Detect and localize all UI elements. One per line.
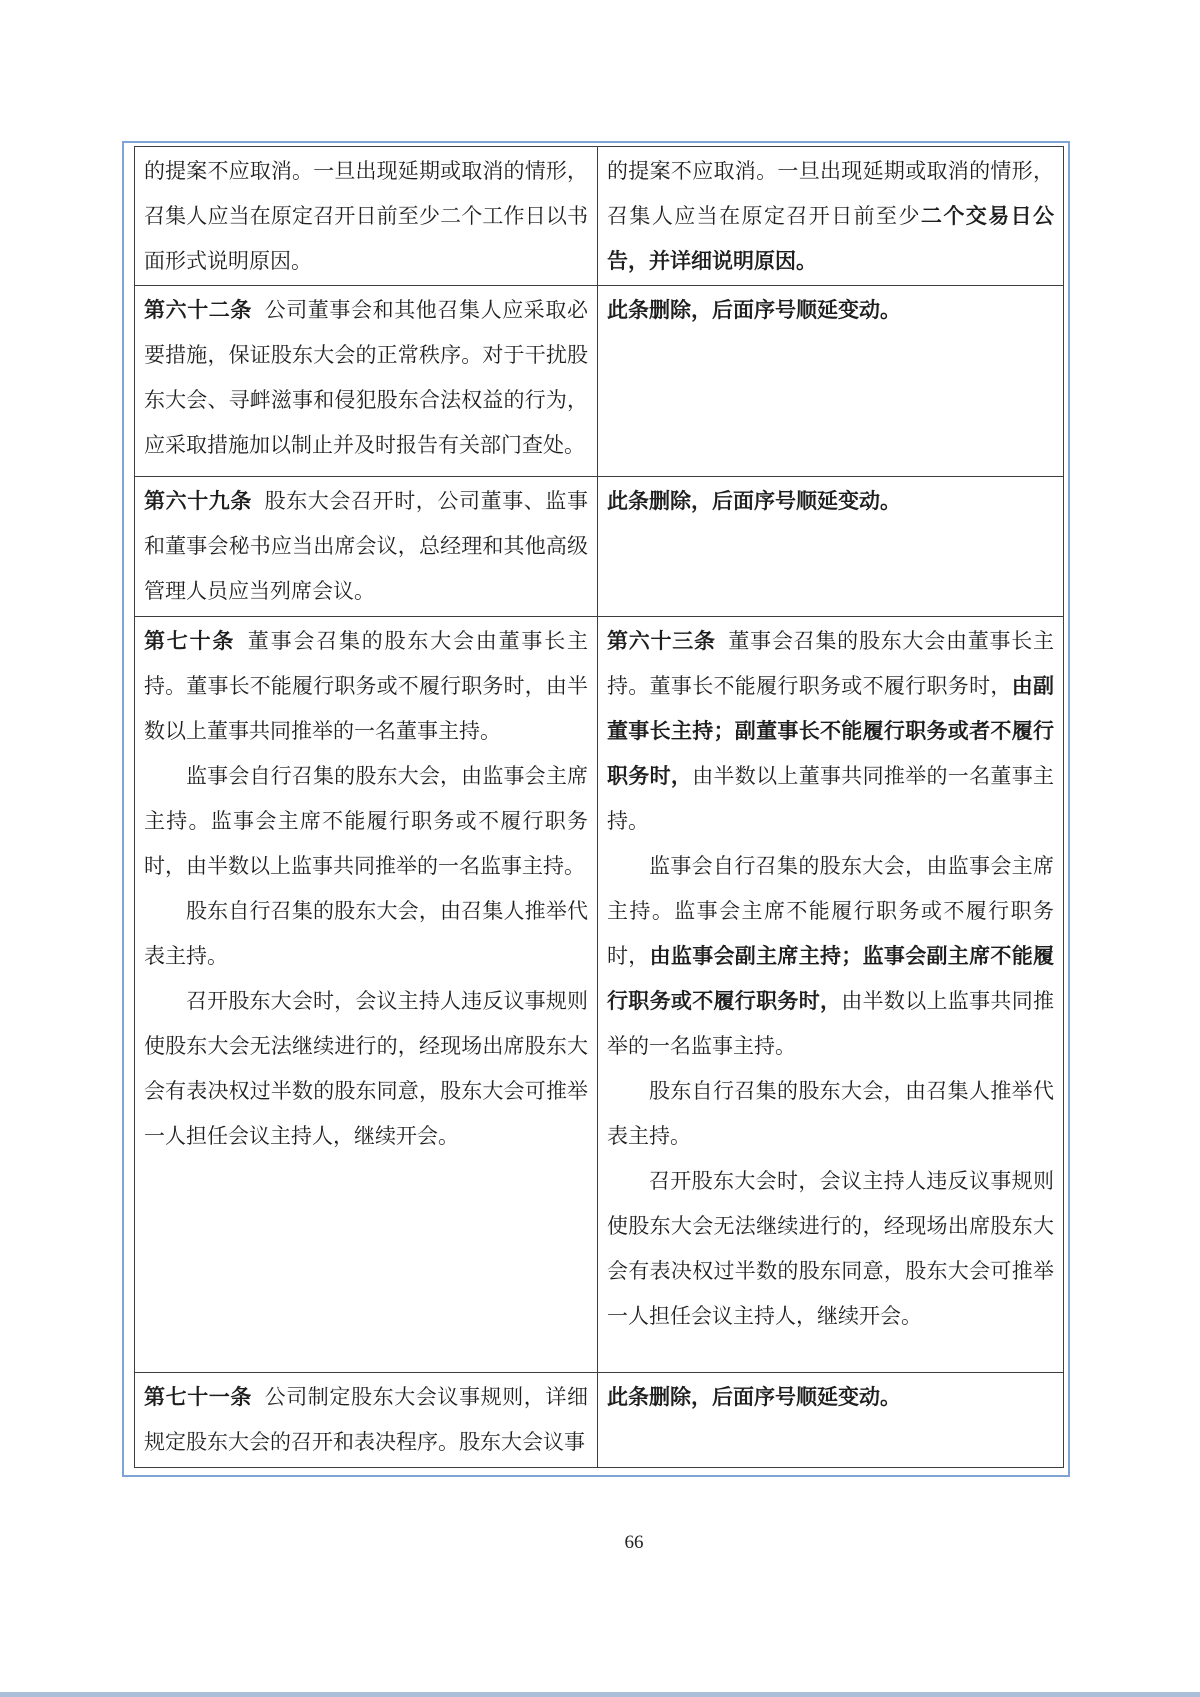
paragraph — [144, 619, 588, 754]
paragraph — [607, 288, 1054, 333]
text-run: 监事会自行召集的股东大会，由监事会主席主持。监事会主席不能履行职务或不履行职务时， — [607, 854, 1054, 968]
text-run: 公司董事会和其他召集人应采取必要措施，保证股东大会的正常秩序。对于干扰股东大会、寻衅滋事和侵犯股东合法权益的行为，应采取措施加以制止并及时报告有关部门查处。 — [144, 298, 589, 457]
old-version-cell — [135, 147, 598, 286]
article-number: 第六十九条 — [144, 489, 253, 513]
paragraph — [607, 1375, 1054, 1420]
old-version-cell — [135, 286, 598, 477]
comparison-table — [134, 146, 1064, 1468]
paragraph — [607, 844, 1054, 1069]
text-run: 董事会召集的股东大会由董事长主持。董事长不能履行职务或不履行职务时，由半数以上董事共同推举的一名董事主持。 — [144, 629, 589, 743]
old-version-cell — [135, 477, 598, 617]
paragraph — [144, 1375, 588, 1465]
table-row — [135, 147, 1064, 286]
table-row — [135, 477, 1064, 617]
amended-version-cell — [598, 477, 1064, 617]
bold-text-run: 由副董事长主持；副董事长不能履行职务或者不履行职务时， — [607, 674, 1055, 788]
article-number: 第七十条 — [144, 629, 236, 653]
amended-version-cell — [598, 1373, 1064, 1468]
text-run: 股东自行召集的股东大会，由召集人推举代表主持。 — [144, 899, 588, 968]
paragraph — [607, 479, 1054, 524]
amended-version-cell — [598, 617, 1064, 1373]
page-number: 66 — [624, 1532, 644, 1553]
bold-text-run: 此条删除，后面序号顺延变动。 — [607, 489, 901, 513]
paragraph — [144, 288, 588, 468]
text-run: 召开股东大会时，会议主持人违反议事规则使股东大会无法继续进行的，经现场出席股东大会有表决权过半数的股东同意，股东大会可推举一人担任会议主持人，继续开会。 — [607, 1169, 1054, 1328]
amended-version-cell — [598, 147, 1064, 286]
bold-text-run: 此条删除，后面序号顺延变动。 — [607, 1385, 901, 1409]
text-run: 公司制定股东大会议事规则，详细规定股东大会的召开和表决程序。股东大会议事 — [144, 1385, 589, 1454]
paragraph — [607, 149, 1054, 284]
paragraph — [607, 619, 1054, 844]
article-number: 第六十三条 — [607, 629, 716, 653]
paragraph — [144, 754, 588, 889]
paragraph — [144, 889, 588, 979]
bold-text-run: 由监事会副主席主持；监事会副主席不能履行职务或不履行职务时， — [607, 944, 1055, 1013]
article-number: 第七十一条 — [144, 1385, 253, 1409]
text-run: 由半数以上董事共同推举的一名董事主持。 — [607, 764, 1055, 833]
text-run: 召开股东大会时，会议主持人违反议事规则使股东大会无法继续进行的，经现场出席股东大会有表决权过半数的股东同意，股东大会可推举一人担任会议主持人，继续开会。 — [144, 989, 588, 1148]
text-run: 的提案不应取消。一旦出现延期或取消的情形，召集人应当在原定召开日前至少 — [607, 159, 1054, 228]
old-version-cell — [135, 1373, 598, 1468]
text-run: 的提案不应取消。一旦出现延期或取消的情形，召集人应当在原定召开日前至少二个工作日以书面形式说明原因。 — [144, 159, 588, 273]
bold-text-run: 二个交易日公告，并详细说明原因。 — [607, 204, 1055, 273]
text-run: 股东自行召集的股东大会，由召集人推举代表主持。 — [607, 1079, 1054, 1148]
paragraph — [144, 479, 588, 614]
text-run: 由半数以上监事共同推举的一名监事主持。 — [607, 989, 1055, 1058]
paragraph — [144, 979, 588, 1159]
amended-version-cell — [598, 286, 1064, 477]
text-run: 监事会自行召集的股东大会，由监事会主席主持。监事会主席不能履行职务或不履行职务时，由半数以上监事共同推举的一名监事主持。 — [144, 764, 588, 878]
paragraph — [607, 1069, 1054, 1159]
table-row — [135, 617, 1064, 1373]
article-number: 第六十二条 — [144, 298, 253, 322]
table-row — [135, 286, 1064, 477]
page-bottom-edge — [0, 1692, 1200, 1697]
bold-text-run: 此条删除，后面序号顺延变动。 — [607, 298, 901, 322]
text-run: 董事会召集的股东大会由董事长主持。董事长不能履行职务或不履行职务时， — [607, 629, 1055, 698]
paragraph — [144, 149, 588, 284]
old-version-cell — [135, 617, 598, 1373]
table-row — [135, 1373, 1064, 1468]
paragraph — [607, 1159, 1054, 1339]
text-run: 股东大会召开时，公司董事、监事和董事会秘书应当出席会议，总经理和其他高级管理人员应当列席会议。 — [144, 489, 589, 603]
